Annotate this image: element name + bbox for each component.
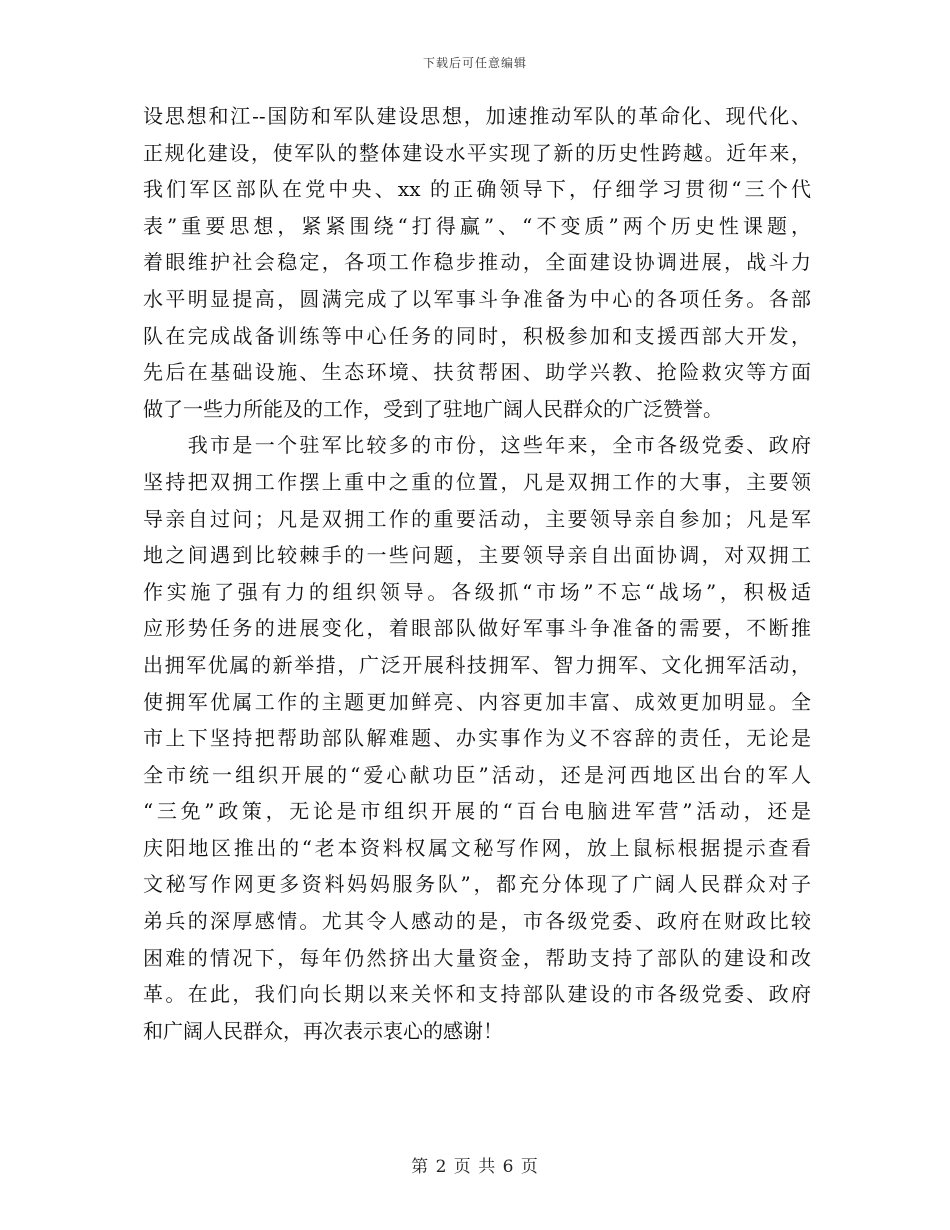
page-header: 下载后可任意编辑: [422, 56, 527, 70]
text-line: 正规化建设，使军队的整体建设水平实现了新的历史性跨越。近年来，: [143, 140, 811, 165]
text-line: 着眼维护社会稳定，各项工作稳步推动，全面建设协调进展，战斗力: [143, 250, 811, 275]
text-line: 困难的情况下，每年仍然挤出大量资金，帮助支持了部队的建设和改: [143, 945, 811, 970]
page-number-footer: 第 2 页 共 6 页: [411, 1157, 539, 1177]
text-line: 我们军区部队在党中央、xx 的正确领导下，仔细学习贯彻“三个代: [143, 177, 811, 202]
text-line: 表”重要思想，紧紧围绕“打得赢”、“不变质”两个历史性课题，: [143, 213, 811, 238]
text-line: 地之间遇到比较棘手的一些问题，主要领导亲自出面协调，对双拥工: [143, 543, 811, 568]
text-line: 我市是一个驻军比较多的市份，这些年来，全市各级党委、政府: [143, 433, 811, 458]
text-line: 水平明显提高，圆满完成了以军事斗争准备为中心的各项任务。各部: [143, 286, 811, 311]
text-line: 出拥军优属的新举措，广泛开展科技拥军、智力拥军、文化拥军活动，: [143, 652, 811, 677]
text-line: 革。在此，我们向长期以来关怀和支持部队建设的市各级党委、政府: [143, 982, 811, 1007]
text-line: 做了一些力所能及的工作，受到了驻地广阔人民群众的广泛赞誉。: [143, 396, 723, 421]
text-line: 先后在基础设施、生态环境、扶贫帮困、助学兴教、抢险救灾等方面: [143, 360, 811, 385]
text-line: 设思想和江--国防和军队建设思想，加速推动军队的革命化、现代化、: [143, 104, 811, 128]
document-body: [143, 98, 811, 1049]
text-line: 文秘写作网更多资料妈妈服务队”，都充分体现了广阔人民群众对子: [143, 872, 811, 897]
text-line: 坚持把双拥工作摆上重中之重的位置，凡是双拥工作的大事，主要领: [143, 469, 811, 494]
paragraph-2: [143, 427, 811, 1049]
text-line: 作实施了强有力的组织领导。各级抓“市场”不忘“战场”，积极适: [143, 579, 811, 604]
text-line: 庆阳地区推出的“老本资料权属文秘写作网，放上鼠标根据提示查看: [143, 835, 811, 860]
text-line: 全市统一组织开展的“爱心献功臣”活动，还是河西地区出台的军人: [143, 762, 811, 787]
text-line: 和广阔人民群众，再次表示衷心的感谢！: [143, 1018, 503, 1043]
text-line: 弟兵的深厚感情。尤其令人感动的是，市各级党委、政府在财政比较: [143, 909, 811, 934]
text-line: 使拥军优属工作的主题更加鲜亮、内容更加丰富、成效更加明显。全: [143, 689, 811, 714]
paragraph-1: [143, 98, 811, 427]
text-line: 队在完成战备训练等中心任务的同时，积极参加和支援西部大开发，: [143, 323, 811, 348]
text-line: “三免”政策，无论是市组织开展的“百台电脑进军营”活动，还是: [143, 799, 811, 824]
text-line: 市上下坚持把帮助部队解难题、办实事作为义不容辞的责任，无论是: [143, 726, 811, 751]
text-line: 导亲自过问；凡是双拥工作的重要活动，主要领导亲自参加；凡是军: [143, 506, 811, 531]
text-line: 应形势任务的进展变化，着眼部队做好军事斗争准备的需要，不断推: [143, 616, 811, 641]
